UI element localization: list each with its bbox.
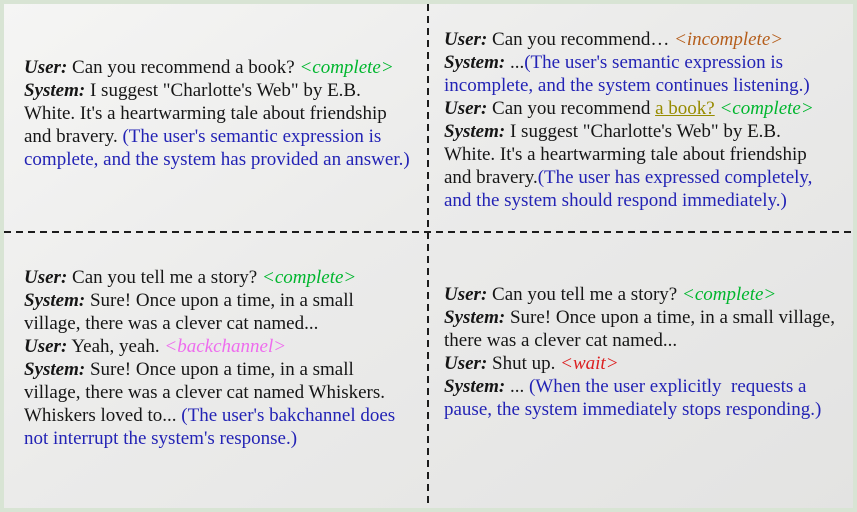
annotation-text: (The user's bakchannel does (181, 405, 396, 426)
annotation-text: complete, and the system has provided an answer.) (24, 149, 410, 170)
annotation-text: incomplete, and the system continues listening.) (444, 75, 810, 96)
wait-tag: <wait> (560, 353, 619, 374)
speaker-label: System: (444, 121, 506, 142)
dialogue-line (444, 306, 854, 329)
annotation-text: (The user's semantic expression is (122, 126, 382, 147)
speaker-label: System: (24, 359, 86, 380)
utterance-text: Sure! Once upon a time, in a small (85, 290, 354, 311)
dialogue-line (444, 143, 854, 166)
utterance-text: Whiskers loved to... (24, 405, 182, 426)
dialogue-line (444, 28, 854, 51)
utterance-text: I suggest "Charlotte's Web" by E.B. (85, 80, 361, 101)
utterance-text: Sure! Once upon a time, in a small (85, 359, 354, 380)
dialogue-line (24, 148, 424, 171)
quadrant-wait-example (444, 283, 854, 421)
speaker-label: User: (444, 98, 488, 119)
speaker-label: System: (444, 307, 506, 328)
complete-tag: <complete> (682, 284, 777, 305)
annotation-text: and the system should respond immediately.) (444, 190, 787, 211)
utterance-text: White. It's a heartwarming tale about friendship (444, 144, 807, 165)
speaker-label: System: (444, 376, 506, 397)
dialogue-line (24, 266, 424, 289)
annotation-text: pause, the system immediately stops responding.) (444, 399, 822, 420)
quadrant-incomplete-example (444, 28, 854, 212)
speaker-label: System: (444, 52, 506, 73)
backchannel-tag: <backchannel> (164, 336, 287, 357)
speaker-label: User: (24, 336, 68, 357)
utterance-text: ... (505, 52, 525, 73)
annotation-text: (The user has expressed completely, (537, 167, 813, 188)
dialogue-line (444, 97, 854, 120)
speaker-label: User: (444, 29, 488, 50)
dialogue-line (444, 51, 854, 74)
dialogue-line (24, 79, 424, 102)
dialogue-line (444, 120, 854, 143)
speaker-label: System: (24, 290, 86, 311)
dialogue-line (24, 427, 424, 450)
utterance-text: and bravery. (24, 126, 123, 147)
dialogue-line (444, 166, 854, 189)
dialogue-line (24, 289, 424, 312)
utterance-text: there was a clever cat named... (444, 330, 678, 351)
horizontal-dashed-divider (4, 231, 853, 233)
utterance-text: Yeah, yeah. (67, 336, 165, 357)
annotation-text: not interrupt the system's response.) (24, 428, 298, 449)
dialogue-line (444, 189, 854, 212)
utterance-text: Shut up. (487, 353, 561, 374)
utterance-text: Can you recommend… (487, 29, 675, 50)
annotation-text: (The user's semantic expression is (524, 52, 784, 73)
incomplete-tag: <incomplete> (674, 29, 784, 50)
dialogue-line (24, 404, 424, 427)
utterance-text: Can you recommend a book? (67, 57, 300, 78)
dialogue-line (24, 335, 424, 358)
utterance-text: White. It's a heartwarming tale about friendship (24, 103, 387, 124)
dialogue-line (444, 375, 854, 398)
dialogue-line (24, 56, 424, 79)
dialogue-line (24, 381, 424, 404)
speaker-label: User: (444, 284, 488, 305)
speaker-label: System: (24, 80, 86, 101)
annotation-text: (When the user explicitly requests a (528, 376, 807, 397)
dialogue-line (24, 102, 424, 125)
quadrant-backchannel-example (24, 266, 424, 450)
dialogue-line (24, 358, 424, 381)
dialogue-line (444, 74, 854, 97)
utterance-text: ... (505, 376, 529, 397)
dialogue-line (24, 312, 424, 335)
quadrant-complete-example (24, 56, 424, 171)
dialogue-line (24, 125, 424, 148)
dialogue-line (444, 398, 854, 421)
utterance-text: Can you tell me a story? (67, 267, 262, 288)
dialogue-line (444, 352, 854, 375)
vertical-dashed-divider (427, 4, 429, 508)
utterance-text: and bravery. (444, 167, 538, 188)
utterance-text: village, there was a clever cat named... (24, 313, 319, 334)
speaker-label: User: (24, 267, 68, 288)
utterance-text: village, there was a clever cat named Whiskers. (24, 382, 386, 403)
speaker-label: User: (444, 353, 488, 374)
dialogue-line (444, 283, 854, 306)
utterance-text: Can you tell me a story? (487, 284, 682, 305)
complete-tag: <complete> (299, 57, 394, 78)
complete-tag: <complete> (262, 267, 357, 288)
utterance-text: Can you recommend (487, 98, 656, 119)
utterance-text: I suggest "Charlotte's Web" by E.B. (505, 121, 781, 142)
complete-tag: <complete> (719, 98, 814, 119)
utterance-text: Sure! Once upon a time, in a small village, (505, 307, 835, 328)
highlighted-phrase: a book? (655, 98, 715, 119)
speaker-label: User: (24, 57, 68, 78)
dialogue-line (444, 329, 854, 352)
